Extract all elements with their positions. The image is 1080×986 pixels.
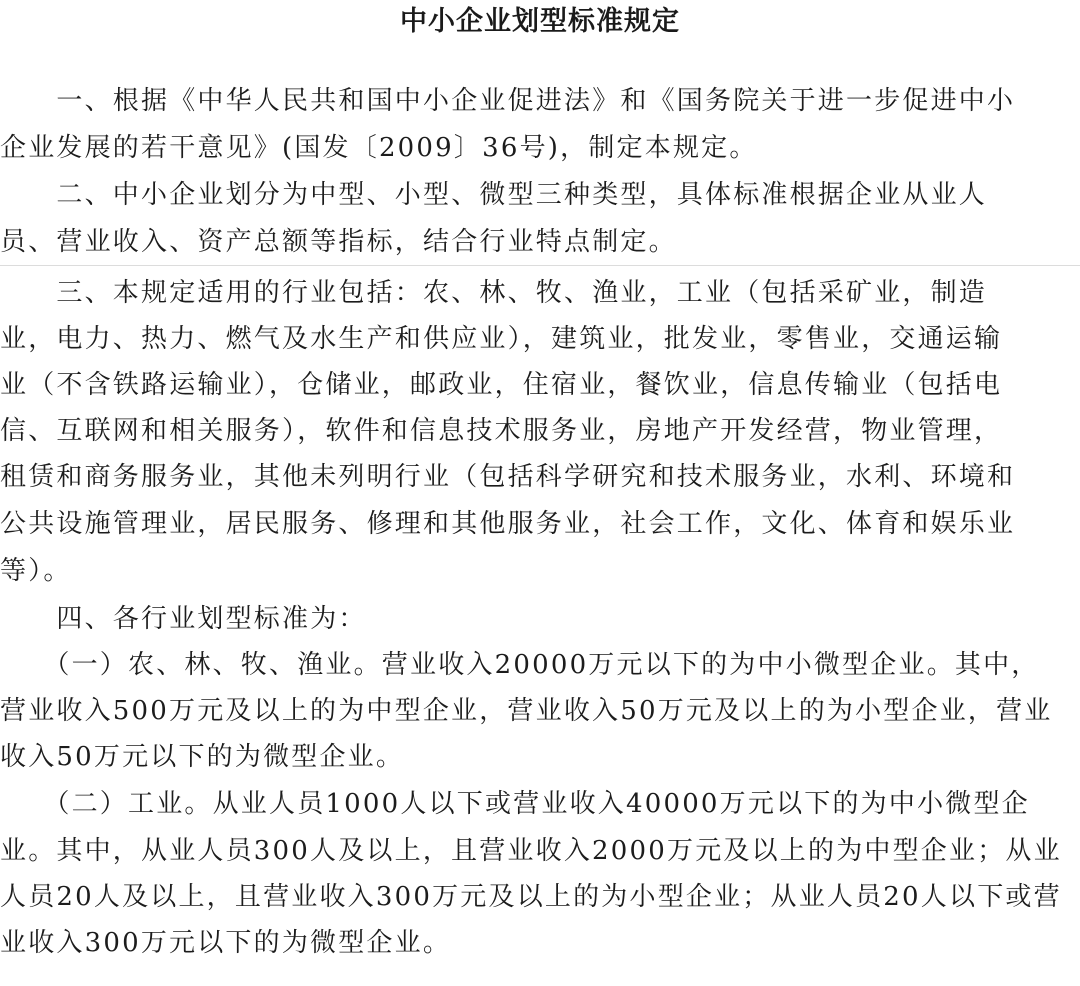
text-line: 三、本规定适用的行业包括：农、林、牧、渔业，工业（包括采矿业，制造 (0, 278, 988, 308)
text-line: 租赁和商务服务业，其他未列明行业（包括科学研究和技术服务业，水利、环境和 (0, 462, 1016, 492)
text-line: 业。其中，从业人员300人及以上，且营业收入2000万元及以上的为中型企业；从业 (0, 836, 1062, 866)
text-line: 业，电力、热力、燃气及水生产和供应业），建筑业，批发业，零售业，交通运输 (0, 324, 1003, 354)
text-line: （二）工业。从业人员1000人以下或营业收入40000万元以下的为中小微型企 (0, 789, 1030, 819)
text-line: 一、根据《中华人民共和国中小企业促进法》和《国务院关于进一步促进中小 (0, 86, 1016, 116)
text-line: 企业发展的若干意见》(国发〔2009〕36号)，制定本规定。 (0, 133, 758, 163)
text-line: 等）。 (0, 556, 72, 586)
text-line: 营业收入500万元及以上的为中型企业，营业收入50万元及以上的为小型企业，营业 (0, 696, 1053, 726)
text-line: 员、营业收入、资产总额等指标，结合行业特点制定。 (0, 227, 677, 257)
text-line: （一）农、林、牧、渔业。营业收入20000万元以下的为中小微型企业。其中， (0, 650, 1040, 680)
text-line: 业（不含铁路运输业），仓储业，邮政业，住宿业，餐饮业，信息传输业（包括电 (0, 370, 1003, 400)
text-line: 收入50万元以下的为微型企业。 (0, 742, 405, 772)
text-line: 公共设施管理业，居民服务、修理和其他服务业，社会工作，文化、体育和娱乐业 (0, 509, 1016, 539)
document-title: 中小企业划型标准规定 (400, 6, 680, 37)
text-line: 业收入300万元以下的为微型企业。 (0, 928, 452, 958)
text-line: 二、中小企业划分为中型、小型、微型三种类型，具体标准根据企业从业人 (0, 180, 988, 210)
divider (0, 265, 1080, 266)
text-line: 人员20人及以上，且营业收入300万元及以上的为小型企业；从业人员20人以下或营 (0, 882, 1062, 912)
text-line: 四、各行业划型标准为： (0, 604, 367, 634)
text-line: 信、互联网和相关服务），软件和信息技术服务业，房地产开发经营，物业管理， (0, 416, 1003, 446)
